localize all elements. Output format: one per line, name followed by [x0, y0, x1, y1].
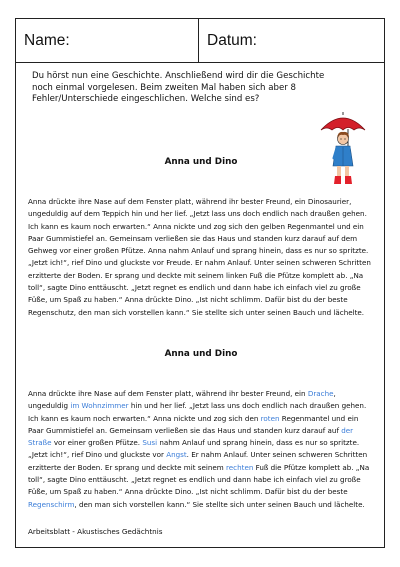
changed-word: Regenschirm — [28, 499, 75, 509]
story2-segment: nahm Anlauf und sprang hinein, dass es nur so spritzte. „Jetzt ich!“, rief Dino und gluckste vor — [28, 438, 360, 460]
changed-word: Drache — [307, 389, 334, 398]
header-row — [16, 19, 384, 63]
story2-text — [28, 388, 373, 511]
girl-with-red-umbrella-icon — [319, 112, 367, 188]
date-label: Datum: — [207, 31, 257, 49]
story2-segment: vor einer großen Pfütze. — [51, 438, 143, 448]
story1-title: Anna und Dino — [164, 157, 238, 167]
changed-word: rechten — [226, 462, 254, 472]
story2-segment: Fuß die Pfütze komplett ab. „Na toll“, sagte Dino enttäuscht. „Jetzt regnet es endlich und dann habe ich einfach viel zu große Füße, um Spaß zu haben.“ Anna drückte Dino. „Ist nicht schlimm. Dafür bist du der beste — [28, 462, 370, 497]
name-label: Name: — [24, 31, 70, 49]
story2-segment: . Er nahm Anlauf. Unter seinen schweren Schritten erzitterte der Boden. Er sprang und deckte mit seinem — [28, 450, 368, 472]
story1-text: Anna drückte ihre Nase auf dem Fenster platt, während ihr bester Freund, ein Dinosaurier, ungeduldig auf dem Teppich hin und her lief. „Jetzt lass uns doch endlich nach draußen gehen. Ich kann es kaum noch erwarten.“ Anna nickte und zog sich den gelben Regenmantel und ein Paar Gummistiefel an. Gemeinsam verließen sie das Haus und standen kurz darauf auf dem Gehweg vor einer großen Pfütze. Anna nahm Anlauf und sprang hinein, dass es nur so spritzte. „Jetzt ich!“, rief Dino und gluckste vor Freude. Er nahm Anlauf. Unter seinen schweren Schritten erzitterte der Boden. Er sprang und deckte mit seinem linken Fuß die Pfütze komplett ab. „Na toll“, sagte Dino enttäuscht. „Jetzt regnet es endlich und dann habe ich einfach viel zu große Füße, um Spaß zu haben.“ Anna drückte Dino. „Ist nicht schlimm. Dafür bist du der beste Regenschutz, den man sich vorstellen kann.“ Sie stellte sich unter seinen Bauch und lächelte. — [28, 197, 371, 317]
story2-segment: hin und her lief. „Jetzt lass uns doch endlich nach draußen gehen. Ich kann es kaum noch erwarten.“ Anna nickte und zog sich den — [28, 401, 367, 423]
changed-word: Angst — [166, 450, 187, 460]
date-field[interactable] — [199, 19, 384, 62]
story2-segment: Anna drückte ihre Nase auf dem Fenster platt, während ihr bester Freund, ein — [28, 389, 308, 398]
story2-segment: Regenmantel und ein Paar Gummistiefel an. Gemeinsam verließen sie das Haus und standen kurz darauf auf — [28, 413, 359, 435]
footer-label: Arbeitsblatt - Akustisches Gedächtnis — [28, 527, 163, 536]
instructions: Du hörst nun eine Geschichte. Anschließend wird dir die Geschichte noch einmal vorgelesen. Beim zweiten Mal haben sich aber 8 Fehler/Unterschiede eingeschlichen. Welche sind es? — [32, 71, 325, 105]
name-field[interactable] — [16, 19, 199, 62]
story2-segment: , den man sich vorstellen kann.“ Sie stellte sich unter seinen Bauch und lächelte. — [74, 499, 365, 509]
story2-segment: , ungeduldig — [28, 389, 336, 411]
changed-word: Susi — [142, 438, 158, 448]
story2-title: Anna und Dino — [164, 349, 238, 359]
worksheet — [15, 18, 385, 548]
changed-word: der Straße — [28, 425, 354, 448]
changed-word: im Wohnzimmer — [70, 401, 129, 411]
changed-word: roten — [260, 413, 280, 423]
